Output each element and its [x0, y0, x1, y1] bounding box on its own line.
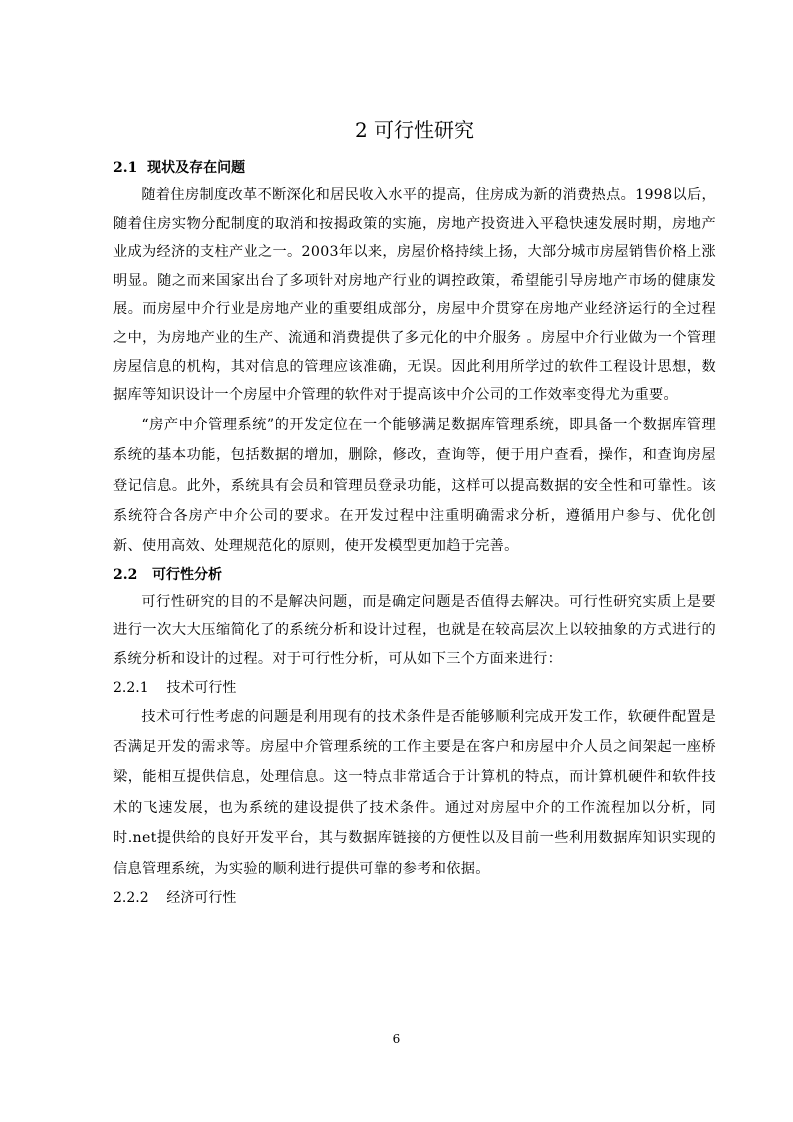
page-number: 6: [392, 1032, 401, 1046]
section-2-1-paragraph-1: 随着住房制度改革不断深化和居民收入水平的提高，住房成为新的消费热点。1998以后，随着住房实物分配制度的取消和按揭政策的实施，房地产投资进入平稳快速发展时期，房地产业成为经济的支柱产业之一。2003年以来，房屋价格持续上扬，大部分城市房屋销售价格上涨明显。随之而来国家出台了多项针对房地产行业的调控政策，希望能引导房地产市场的健康发展。而房屋中介行业是房地产业的重要组成部分，房屋中介贯穿在房地产业经济运行的全过程之中，为房地产业的生产、流通和消费提供了多元化的中介服务 。房屋中介行业做为一个管理房屋信息的机构，其对信息的管理应该准确，无误。因此利用所学过的软件工程设计思想，数据库等知识设计一个房屋中介管理的软件对于提高该中介公司的工作效率变得尤为重要。: [113, 187, 716, 404]
section-2-1-paragraph-2: “房产中介管理系统”的开发定位在一个能够满足数据库管理系统，即具备一个数据库管理系统的基本功能，包括数据的增加，删除，修改，查询等，便于用户查看，操作，和查询房屋登记信息。此外，系统具有会员和管理员登录功能，这样可以提高数据的安全性和可靠性。该系统符合各房产中介公司的要求。在开发过程中注重明确需求分析，遵循用户参与、优化创新、使用高效、处理规范化的原则，使开发模型更加趋于完善。: [113, 416, 716, 555]
section-2-1-heading: 2.1 现状及存在问题: [113, 160, 246, 176]
page-content: [113, 115, 716, 912]
section-2-2-heading: 2.2 可行性分析: [113, 566, 222, 583]
chapter-title: 2 可行性研究: [354, 118, 475, 142]
section-2-2-1-heading: 2.2.1 技术可行性: [113, 679, 237, 696]
section-2-2-2-heading: 2.2.2 经济可行性: [113, 890, 237, 906]
section-2-2-paragraph: 可行性研究的目的不是解决问题，而是确定问题是否值得去解决。可行性研究实质上是要进行一次大大压缩简化了的系统分析和设计过程，也就是在较高层次上以较抽象的方式进行的系统分析和设计的过程。对于可行性分析，可从如下三个方面来进行：: [113, 593, 716, 667]
section-2-2-1-paragraph: 技术可行性考虑的问题是利用现有的技术条件是否能够顺利完成开发工作，软硬件配置是否满足开发的需求等。房屋中介管理系统的工作主要是在客户和房屋中介人员之间架起一座桥梁，能相互提供信息，处理信息。这一特点非常适合于计算机的特点，而计算机硬件和软件技术的飞速发展，也为系统的建设提供了技术条件。通过对房屋中介的工作流程加以分析，同时.net提供给的良好开发平台，其与数据库链接的方便性以及目前一些利用数据库知识实现的信息管理系统，为实验的顺利进行提供可靠的参考和依据。: [113, 708, 716, 877]
